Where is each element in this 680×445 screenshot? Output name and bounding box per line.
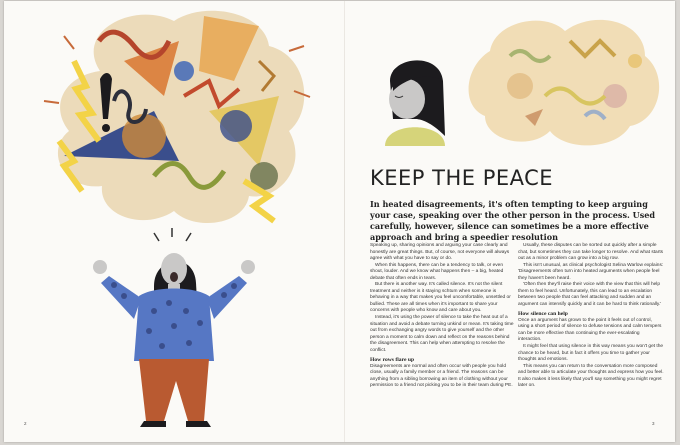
page-number-left: 2 xyxy=(24,421,27,426)
calm-illustration xyxy=(345,1,675,161)
paragraph: This isn't unusual, as clinical psychologist Selina Warlow explains: 'Disagreements often turn into heated arguments when people feel they haven't been heard. xyxy=(518,262,664,281)
angry-thought-cloud-icon xyxy=(44,11,310,223)
paragraph: But there is another way. It's called silence. It's not the silent treatment and neither is it staying schtum when someone is behaving in a way that makes you feel uncomfortable, unsettled or bullied. These are all times when it's important to share your concerns with people who know and care about you. xyxy=(370,282,511,314)
shouting-person-icon xyxy=(93,228,255,427)
paragraph: Instead, it's using the power of silence to take the heat out of a situation and avoid a debate turning unkind or mean. It's taking time out from exchanging angry words to give yourself and the other person a moment to calm down and reflect on the reasons behind the disagreement. This can help when attempting to resolve the conflict. xyxy=(370,315,514,353)
article-standfirst: In heated disagreements, it's often tempting to keep arguing your case, speaking over the other person in the process. Used carefully, however, silence can sometimes be a more effective approach and bring a speedier resolution xyxy=(370,199,656,242)
paragraph: 'Often then they'll raise their voice with the view that this will help them to feel heard. Unfortunately, this can lead to an escalation between two people that can feel attacking and sudden and an argument can intensify quickly and it can be hard to think rationally.' xyxy=(518,282,662,307)
calm-thought-cloud-icon xyxy=(469,20,660,146)
article-column-1 xyxy=(370,243,516,390)
paragraph: It might feel that using silence in this way means you won't get the chance to be heard, but in fact it offers you time to gather your thoughts and emotions. xyxy=(518,343,664,363)
paragraph: Disagreements are normal and often occur with people you hold close, usually a family member or a friend. The reasons can be anything from a sibling borrowing an item of clothing without your permission to a friend not picking you to be in their team during PE. xyxy=(370,363,513,389)
subheading: How rows flare up xyxy=(370,357,415,364)
calm-person-icon xyxy=(385,60,445,146)
article-title: KEEP THE PEACE xyxy=(370,166,554,190)
page-number-right: 3 xyxy=(652,421,655,426)
paragraph: Speaking up, sharing opinions and arguing your case clearly and honestly are great things. But, of course, not everyone will always agree with what you have to say or do. xyxy=(370,243,510,262)
paragraph: Usually, these disputes can be sorted out quickly after a simple chat, but sometimes they can take longer to resolve. And what starts out as a minor problem can grow into a big row. xyxy=(518,243,664,262)
paragraph: Once an argument has grown to the point it feels out of control, using a short period of silence to defuse tensions and calm tempers can be more effective than continuing the ever-escalating interaction. xyxy=(518,317,662,343)
subheading: How silence can help xyxy=(518,311,568,318)
article-column-2 xyxy=(518,243,664,390)
chaotic-argument-illustration xyxy=(4,1,344,442)
magazine-spread xyxy=(4,1,675,442)
paragraph: When this happens, there can be a tendency to talk, or even shout, louder. And we know what happens then – a big, heated debate that often ends in tears. xyxy=(370,262,504,281)
paragraph: This means you can return to the conversation more composed and better able to articulate your thoughts and express how you feel. It also makes it less likely that you'll say something you might regret later on. xyxy=(518,363,664,389)
